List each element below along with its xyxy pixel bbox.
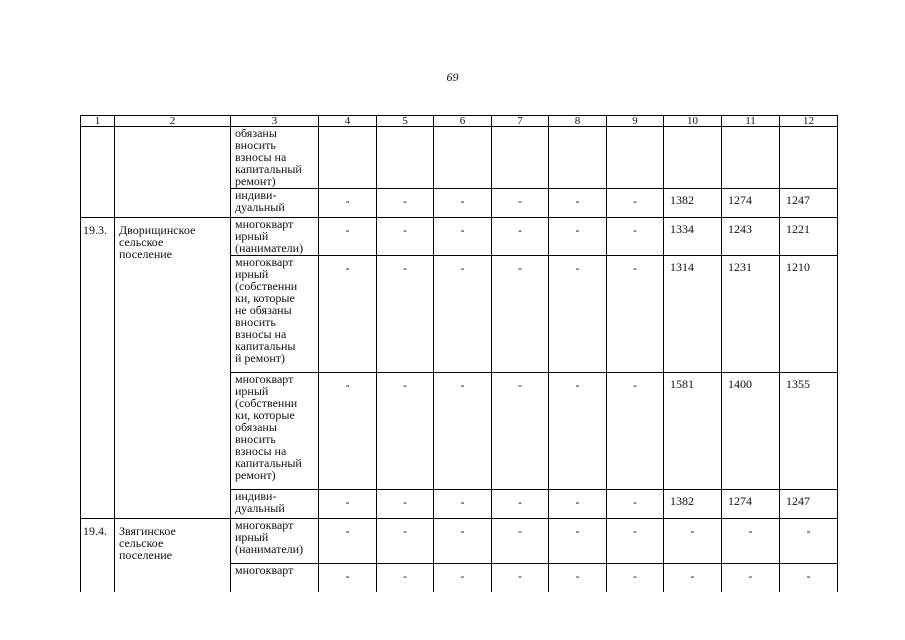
value-cell: 1221: [780, 218, 838, 256]
housing-type-cell: многокварт ирный (наниматели): [231, 218, 319, 256]
column-header-12: 12: [780, 116, 838, 127]
value-cell: -: [434, 189, 492, 218]
row-number-cell: 19.3.: [81, 218, 115, 519]
housing-type-cell: обязаны вносить взносы на капитальный ремонт): [231, 127, 319, 189]
value-cell: 1400: [722, 373, 780, 490]
column-header-2: 2: [115, 116, 231, 127]
column-header-3: 3: [231, 116, 319, 127]
page-bottom-clip: [0, 592, 905, 640]
value-cell: [664, 127, 722, 189]
value-cell: -: [492, 218, 549, 256]
value-cell: [319, 127, 377, 189]
value-cell: [492, 127, 549, 189]
value-cell: -: [722, 564, 780, 594]
value-cell: -: [664, 564, 722, 594]
value-cell: -: [434, 256, 492, 373]
value-cell: [722, 127, 780, 189]
value-cell: -: [549, 519, 607, 564]
value-cell: -: [780, 564, 838, 594]
value-cell: -: [319, 189, 377, 218]
value-cell: -: [492, 189, 549, 218]
value-cell: -: [492, 564, 549, 594]
table-row: [81, 519, 838, 564]
value-cell: -: [607, 490, 664, 519]
value-cell: -: [780, 519, 838, 564]
row-number-cell: 19.4.: [81, 519, 115, 594]
value-cell: 1355: [780, 373, 838, 490]
housing-type-cell: многокварт ирный (наниматели): [231, 519, 319, 564]
column-header-10: 10: [664, 116, 722, 127]
value-cell: -: [492, 490, 549, 519]
value-cell: -: [549, 373, 607, 490]
housing-type-cell: индиви- дуальный: [231, 490, 319, 519]
page-number: 69: [446, 70, 459, 84]
value-cell: 1274: [722, 189, 780, 218]
settlement-name-cell: [115, 127, 231, 218]
value-cell: -: [377, 519, 434, 564]
value-cell: -: [607, 519, 664, 564]
column-header-7: 7: [492, 116, 549, 127]
value-cell: -: [377, 490, 434, 519]
column-header-9: 9: [607, 116, 664, 127]
value-cell: 1243: [722, 218, 780, 256]
value-cell: [780, 127, 838, 189]
value-cell: -: [319, 256, 377, 373]
table-row: [81, 127, 838, 189]
value-cell: -: [549, 189, 607, 218]
value-cell: -: [607, 373, 664, 490]
housing-type-cell: многокварт ирный (собственни ки, которые не обязаны вносить взносы на капитальны й ремонт): [231, 256, 319, 373]
value-cell: -: [722, 519, 780, 564]
column-header-1: 1: [81, 116, 115, 127]
value-cell: -: [607, 256, 664, 373]
header-row: [81, 116, 838, 127]
value-cell: -: [434, 519, 492, 564]
column-header-8: 8: [549, 116, 607, 127]
value-cell: 1231: [722, 256, 780, 373]
housing-type-cell: многокварт: [231, 564, 319, 594]
value-cell: -: [549, 256, 607, 373]
value-cell: -: [377, 189, 434, 218]
column-header-6: 6: [434, 116, 492, 127]
value-cell: -: [549, 218, 607, 256]
value-cell: [607, 127, 664, 189]
value-cell: [377, 127, 434, 189]
housing-type-cell: индиви- дуальный: [231, 189, 319, 218]
value-cell: 1247: [780, 189, 838, 218]
value-cell: -: [319, 519, 377, 564]
column-header-11: 11: [722, 116, 780, 127]
value-cell: [434, 127, 492, 189]
data-table: [80, 115, 838, 594]
value-cell: 1274: [722, 490, 780, 519]
settlement-name-cell: Звягинское сельское поселение: [115, 519, 231, 594]
value-cell: 1247: [780, 490, 838, 519]
value-cell: -: [319, 564, 377, 594]
value-cell: -: [434, 218, 492, 256]
value-cell: -: [492, 373, 549, 490]
value-cell: -: [377, 218, 434, 256]
value-cell: -: [434, 490, 492, 519]
table-row: [81, 218, 838, 256]
value-cell: -: [434, 373, 492, 490]
settlement-name-cell: Дворищинское сельское поселение: [115, 218, 231, 519]
value-cell: -: [607, 189, 664, 218]
value-cell: -: [434, 564, 492, 594]
column-header-5: 5: [377, 116, 434, 127]
value-cell: -: [377, 256, 434, 373]
row-number-cell: [81, 127, 115, 218]
value-cell: -: [549, 564, 607, 594]
value-cell: -: [377, 373, 434, 490]
value-cell: 1382: [664, 490, 722, 519]
value-cell: 1581: [664, 373, 722, 490]
value-cell: -: [549, 490, 607, 519]
column-header-4: 4: [319, 116, 377, 127]
housing-type-cell: многокварт ирный (собственни ки, которые обязаны вносить взносы на капитальный ремонт): [231, 373, 319, 490]
value-cell: -: [319, 490, 377, 519]
value-cell: [549, 127, 607, 189]
value-cell: -: [492, 519, 549, 564]
value-cell: 1382: [664, 189, 722, 218]
value-cell: -: [607, 218, 664, 256]
value-cell: -: [377, 564, 434, 594]
value-cell: -: [319, 218, 377, 256]
value-cell: -: [664, 519, 722, 564]
value-cell: -: [607, 564, 664, 594]
value-cell: 1334: [664, 218, 722, 256]
value-cell: -: [319, 373, 377, 490]
value-cell: 1210: [780, 256, 838, 373]
value-cell: -: [492, 256, 549, 373]
value-cell: 1314: [664, 256, 722, 373]
